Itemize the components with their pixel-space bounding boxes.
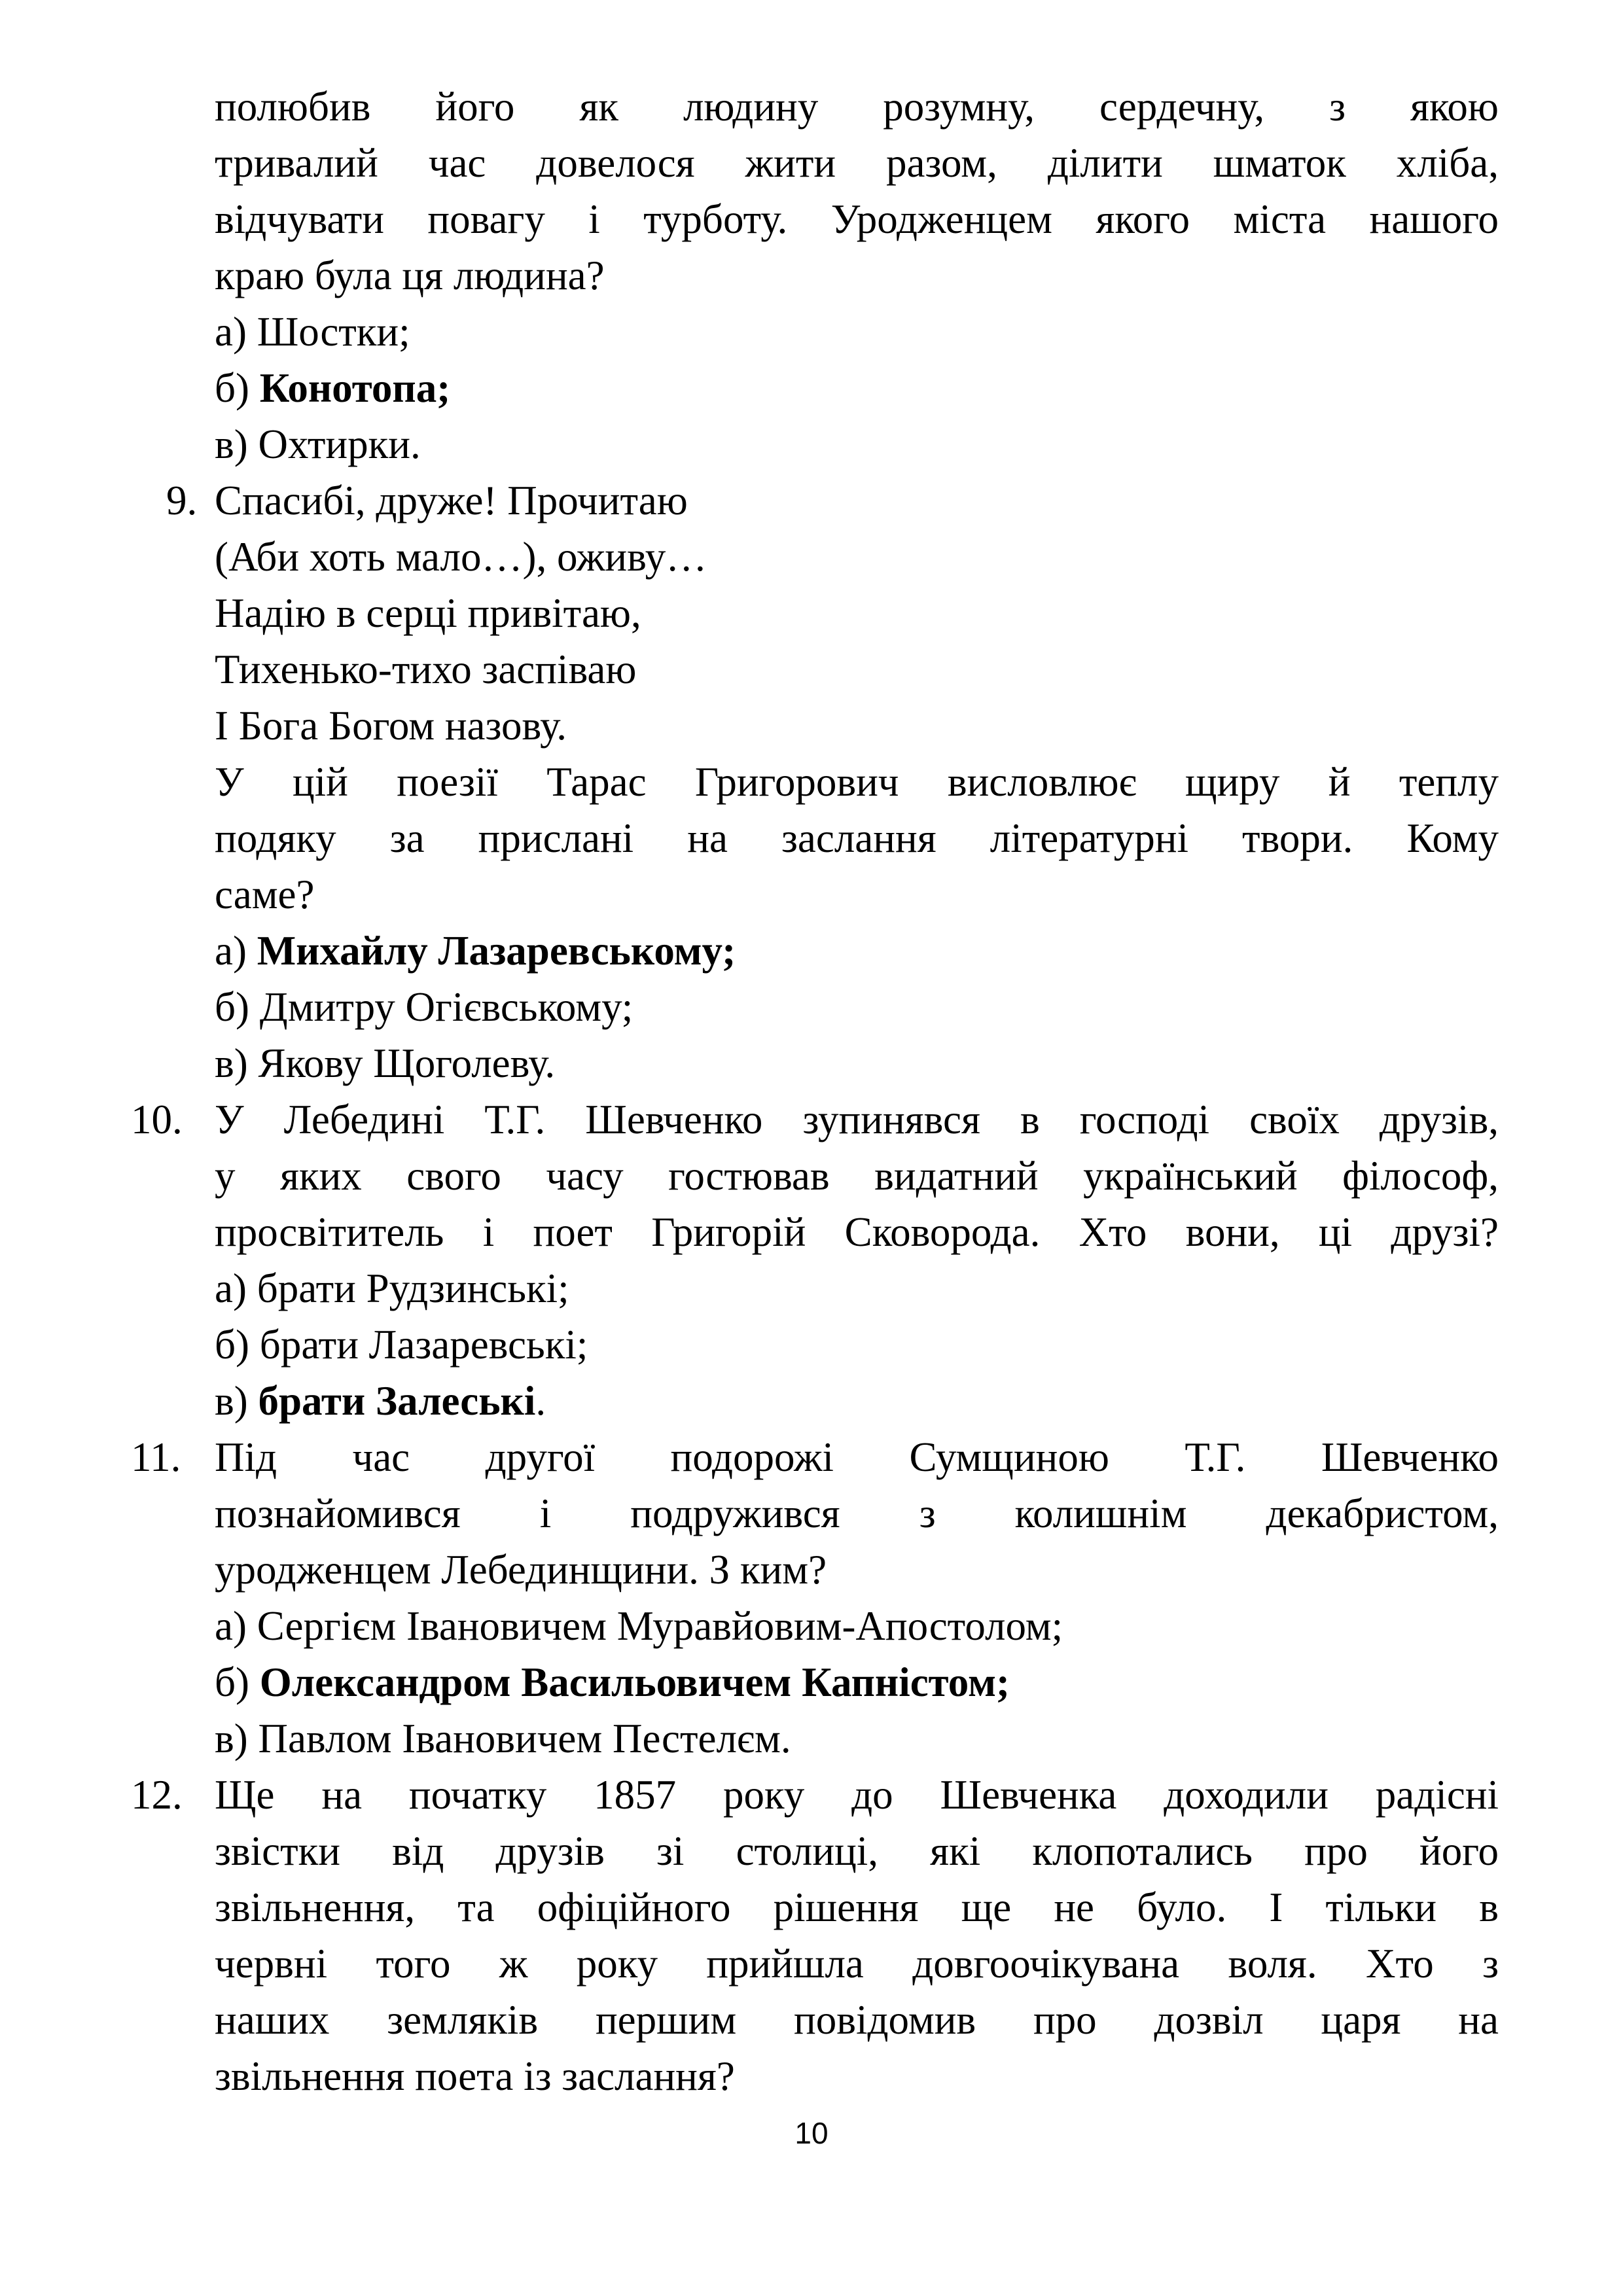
q9-poem-line-3: Надію в серці привітаю, [215, 590, 641, 636]
q10-option-c [215, 1373, 1499, 1429]
q10-number: 10. [131, 1097, 183, 1142]
q11-option-a: а) Сергієм Івановичем Муравйовим-Апостолом; [215, 1603, 1063, 1649]
q9-option-c: в) Якову Щоголеву. [215, 1040, 556, 1086]
q12-number: 12. [131, 1772, 183, 1818]
q8-option-a: а) Шостки; [215, 309, 410, 355]
q12-line-4: червні того ж року прийшла довгоочікувана воля. Хто з [215, 1941, 1499, 1987]
q9-poem-line-5: І Бога Богом назову. [215, 703, 567, 749]
q8-line-4: краю була ця людина? [215, 253, 605, 298]
q9-number: 9. [166, 478, 198, 523]
q10-line-3: просвітитель і поет Григорій Сковорода. Хто вони, ці друзі? [215, 1209, 1499, 1255]
q11-line-3: уродженцем Лебединщини. З ким? [215, 1547, 827, 1593]
q12-line-5: наших земляків першим повідомив про дозвіл царя на [215, 1997, 1499, 2043]
q9-line-1: У цій поезії Тарас Григорович висловлює щиру й теплу [215, 759, 1499, 805]
q8-option-c: в) Охтирки. [215, 421, 421, 467]
q11-option-c: в) Павлом Івановичем Пестелєм. [215, 1716, 791, 1761]
q11-number: 11. [131, 1434, 181, 1480]
q12-line-6: звільнення поета із заслання? [215, 2053, 735, 2099]
q10-line-2: у яких свого часу гостював видатний український філософ, [215, 1153, 1499, 1199]
q9-option-a [215, 923, 1499, 979]
q9-option-a-prefix: а) [215, 928, 257, 974]
q9-poem-line-1: Спасибі, друже! Прочитаю [215, 478, 688, 523]
q11-option-b-prefix: б) [215, 1659, 260, 1705]
q10-option-c-suffix: . [535, 1378, 546, 1424]
q10-option-b: б) брати Лазаревські; [215, 1322, 588, 1368]
q10-option-a: а) брати Рудзинські; [215, 1265, 569, 1311]
q9-line-2: подяку за прислані на заслання літературні твори. Кому [215, 815, 1499, 861]
q11-option-b [215, 1654, 1499, 1710]
q10-option-c-prefix: в) [215, 1378, 259, 1424]
q8-line-1: полюбив його як людину розумну, сердечну, з якою [215, 84, 1499, 130]
q12-line-1: Ще на початку 1857 року до Шевченка доходили радісні [215, 1772, 1499, 1818]
q9-poem-line-4: Тихенько-тихо заспіваю [215, 646, 637, 692]
q12-line-3: звільнення, та офіційного рішення ще не було. І тільки в [215, 1884, 1499, 1930]
q10-line-1: У Лебедині Т.Г. Шевченко зупинявся в господі своїх друзів, [215, 1097, 1499, 1142]
q11-line-2: познайомився і подружився з колишнім декабристом, [215, 1491, 1499, 1536]
q9-option-b: б) Дмитру Огієвському; [215, 984, 633, 1030]
q8-line-2: тривалий час довелося жити разом, ділити шматок хліба, [215, 140, 1499, 186]
q8-line-3: відчувати повагу і турботу. Уродженцем якого міста нашого [215, 196, 1499, 242]
q11-option-b-answer: Олександром Васильовичем Капністом; [259, 1659, 1010, 1705]
q10-option-c-answer: брати Залеські [258, 1378, 536, 1424]
q8-option-b [215, 360, 1499, 416]
q9-line-3: саме? [215, 872, 315, 917]
page-number: 10 [794, 2116, 829, 2150]
q11-line-1: Під час другої подорожі Сумщиною Т.Г. Шевченко [215, 1434, 1499, 1480]
q9-poem-line-2: (Аби хоть мало…), оживу… [215, 534, 707, 580]
q9-option-a-answer: Михайлу Лазаревському; [257, 928, 736, 974]
q12-line-2: звістки від друзів зі столиці, які клопотались про його [215, 1828, 1499, 1874]
q8-option-b-prefix: б) [215, 365, 260, 411]
q8-option-b-answer: Конотопа; [259, 365, 451, 411]
